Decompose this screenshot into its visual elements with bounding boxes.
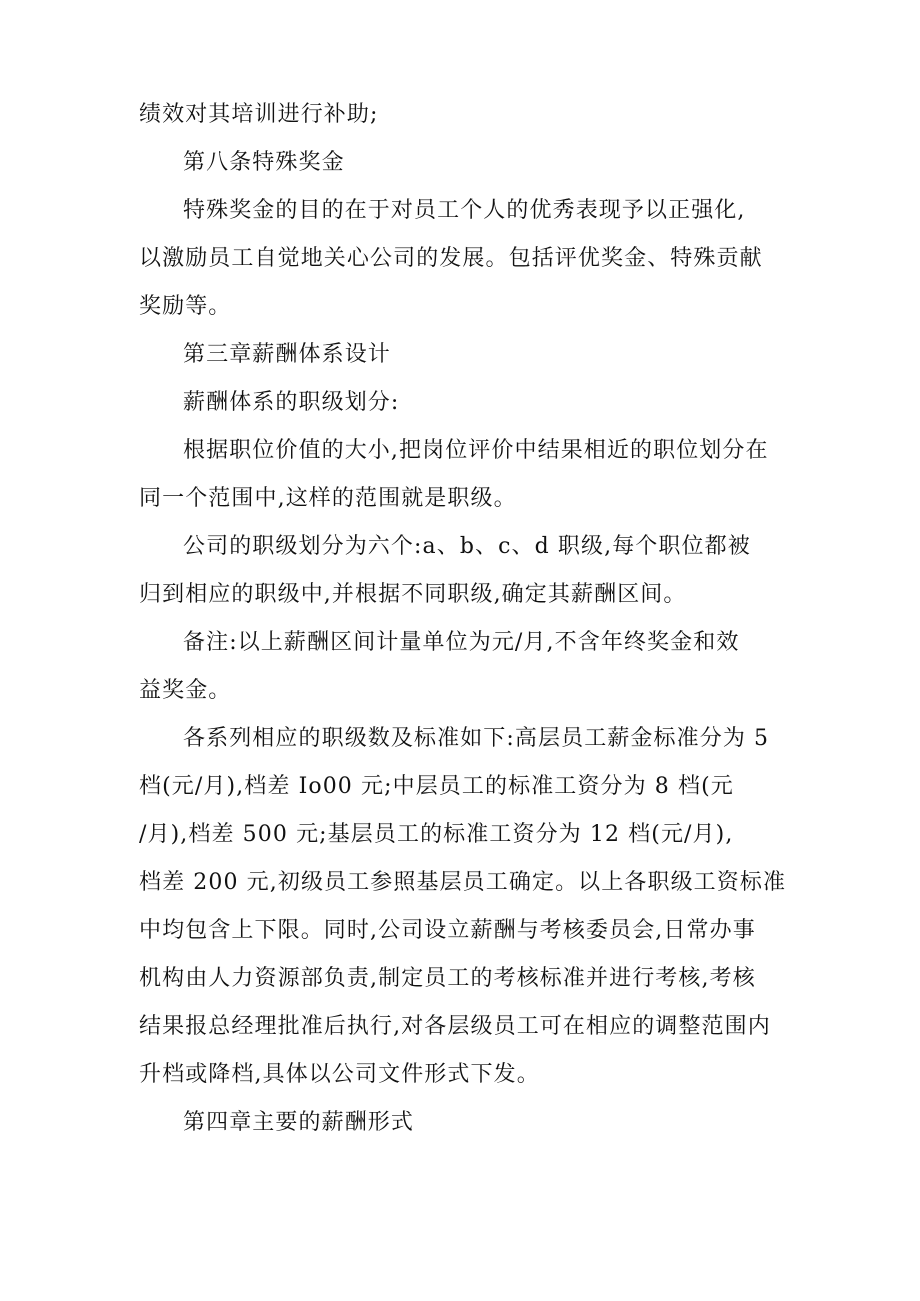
paragraph-grade-standards — [139, 715, 799, 1099]
paragraph-training-subsidy — [139, 91, 799, 139]
text-line: 第三章薪酬体系设计 — [183, 342, 391, 367]
paragraph-grade-definition — [139, 427, 799, 523]
text-line: 档差 200 元,初级员工参照基层员工确定。以上各职级工资标准 — [139, 870, 787, 895]
heading-chapter-4 — [139, 1099, 799, 1147]
heading-chapter-3 — [139, 331, 799, 379]
text-line: /月),档差 500 元;基层员工的标准工资分为 12 档(元/月), — [139, 822, 734, 847]
text-line: 公司的职级划分为六个:a、b、c、d 职级,每个职位都被 — [183, 534, 751, 559]
text-line: 绩效对其培训进行补助; — [139, 102, 379, 127]
text-line: 根据职位价值的大小,把岗位评价中结果相近的职位划分在 — [183, 438, 769, 463]
text-line: 归到相应的职级中,并根据不同职级,确定其薪酬区间。 — [139, 582, 687, 607]
text-line: 第四章主要的薪酬形式 — [183, 1110, 415, 1135]
text-line: 第八条特殊奖金 — [183, 150, 345, 175]
document-body — [139, 91, 799, 1147]
paragraph-six-grades — [139, 523, 799, 619]
text-line: 升档或降档,具体以公司文件形式下发。 — [139, 1062, 540, 1087]
text-line: 各系列相应的职级数及标准如下:高层员工薪金标准分为 5 — [183, 726, 770, 751]
text-line: 奖励等。 — [139, 294, 232, 319]
heading-article-8 — [139, 139, 799, 187]
text-line: 同一个范围中,这样的范围就是职级。 — [139, 486, 517, 511]
text-line: 档(元/月),档差 Io00 元;中层员工的标准工资分为 8 档(元 — [139, 774, 734, 799]
heading-grade-division — [139, 379, 799, 427]
text-line: 益奖金。 — [139, 678, 232, 703]
text-line: 结果报总经理批准后执行,对各层级员工可在相应的调整范围内 — [139, 1014, 771, 1039]
text-line: 中均包含上下限。同时,公司设立薪酬与考核委员会,日常办事 — [139, 918, 756, 943]
text-line: 薪酬体系的职级划分: — [183, 390, 400, 415]
text-line: 备注:以上薪酬区间计量单位为元/月,不含年终奖金和效 — [183, 630, 740, 655]
text-line: 特殊奖金的目的在于对员工个人的优秀表现予以正强化, — [183, 198, 746, 223]
text-line: 机构由人力资源部负责,制定员工的考核标准并进行考核,考核 — [139, 966, 756, 991]
paragraph-special-bonus — [139, 187, 799, 331]
paragraph-note — [139, 619, 799, 715]
text-line: 以激励员工自觉地关心公司的发展。包括评优奖金、特殊贡献 — [139, 246, 763, 271]
